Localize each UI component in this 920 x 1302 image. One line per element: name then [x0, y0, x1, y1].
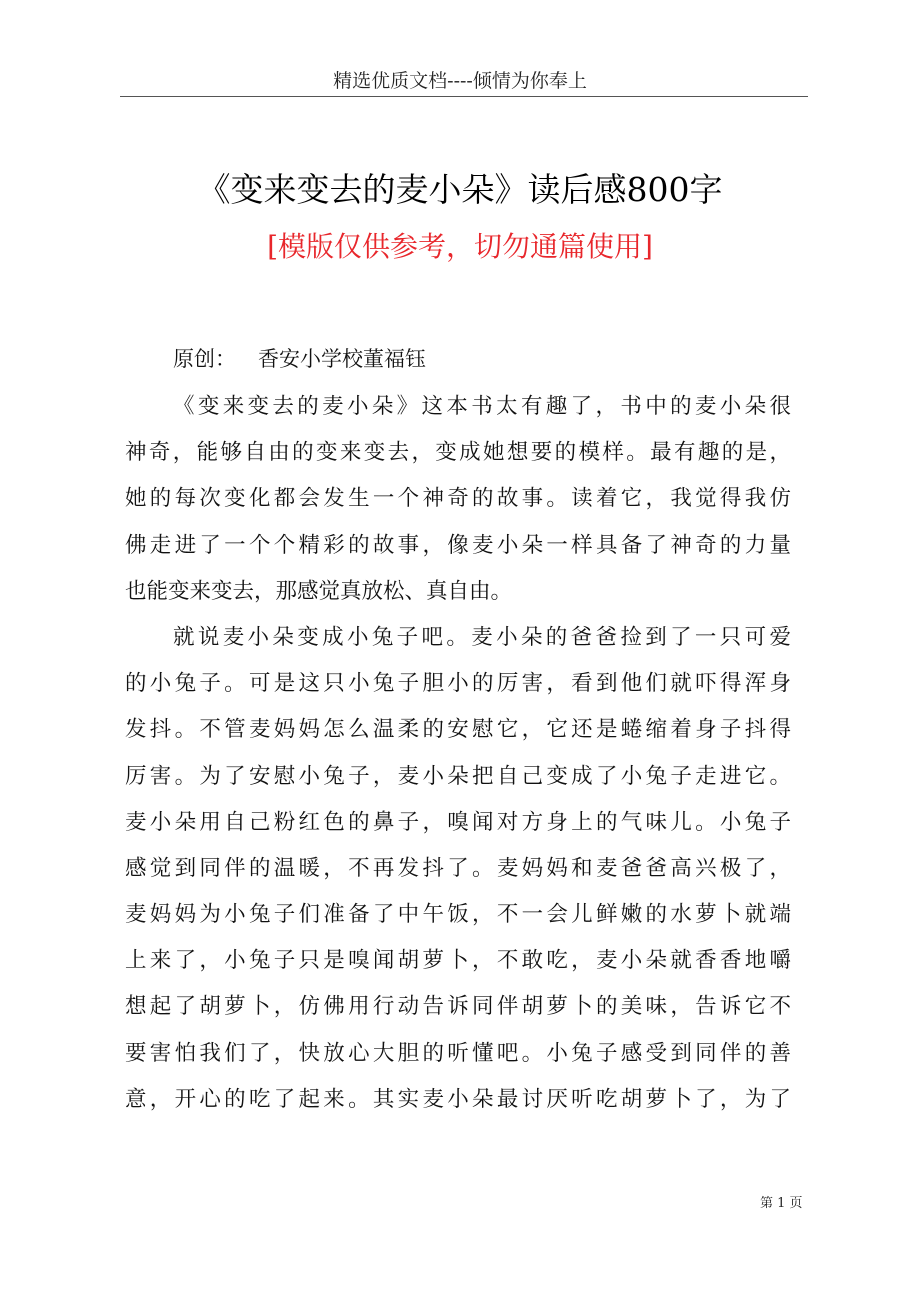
text-line: 发抖。不管麦妈妈怎么温柔的安慰它，它还是蜷缩着身子抖得	[125, 717, 791, 743]
text-line: 也能变来变去，那感觉真放松、真自由。	[125, 578, 513, 604]
template-notice: [模版仅供参考，切勿通篇使用]	[267, 230, 653, 263]
author-name: 香安小学校董福钰	[258, 347, 426, 371]
text-line: 厉害。为了安慰小兔子，麦小朵把自己变成了小兔子走进它。	[125, 763, 791, 789]
text-line: 就说麦小朵变成小兔子吧。麦小朵的爸爸捡到了一只可爱	[173, 624, 791, 650]
text-line: 要害怕我们了，快放心大胆的听懂吧。小兔子感受到同伴的善	[125, 1040, 791, 1066]
header-divider	[120, 96, 808, 97]
text-line: 麦妈妈为小兔子们准备了中午饭，不一会儿鲜嫩的水萝卜就端	[125, 902, 791, 928]
author-label: 原创：	[173, 347, 236, 371]
text-line: 的小兔子。可是这只小兔子胆小的厉害，看到他们就吓得浑身	[125, 671, 791, 697]
text-line: 佛走进了一个个精彩的故事，像麦小朵一样具备了神奇的力量	[125, 532, 791, 558]
text-line: 感觉到同伴的温暖，不再发抖了。麦妈妈和麦爸爸高兴极了，	[125, 855, 791, 881]
text-line: 神奇，能够自由的变来变去，变成她想要的模样。最有趣的是，	[125, 440, 791, 466]
text-line: 想起了胡萝卜，仿佛用行动告诉同伴胡萝卜的美味，告诉它不	[125, 994, 791, 1020]
page-number: 第 1 页	[760, 1196, 803, 1211]
text-line: 麦小朵用自己粉红色的鼻子，嗅闻对方身上的气味儿。小兔子	[125, 809, 791, 835]
document-body	[125, 384, 791, 1123]
text-line: 上来了，小兔子只是嗅闻胡萝卜，不敢吃，麦小朵就香香地嚼	[125, 948, 791, 974]
author-line	[173, 343, 448, 373]
text-line: 意，开心的吃了起来。其实麦小朵最讨厌听吃胡萝卜了，为了	[125, 1086, 791, 1112]
text-line: 《变来变去的麦小朵》这本书太有趣了，书中的麦小朵很	[173, 394, 791, 419]
document-title: 《变来变去的麦小朵》读后感800字	[197, 170, 723, 209]
text-line: 她的每次变化都会发生一个神奇的故事。读着它，我觉得我仿	[125, 486, 791, 512]
page-header: 精选优质文档----倾情为你奉上	[333, 70, 587, 92]
